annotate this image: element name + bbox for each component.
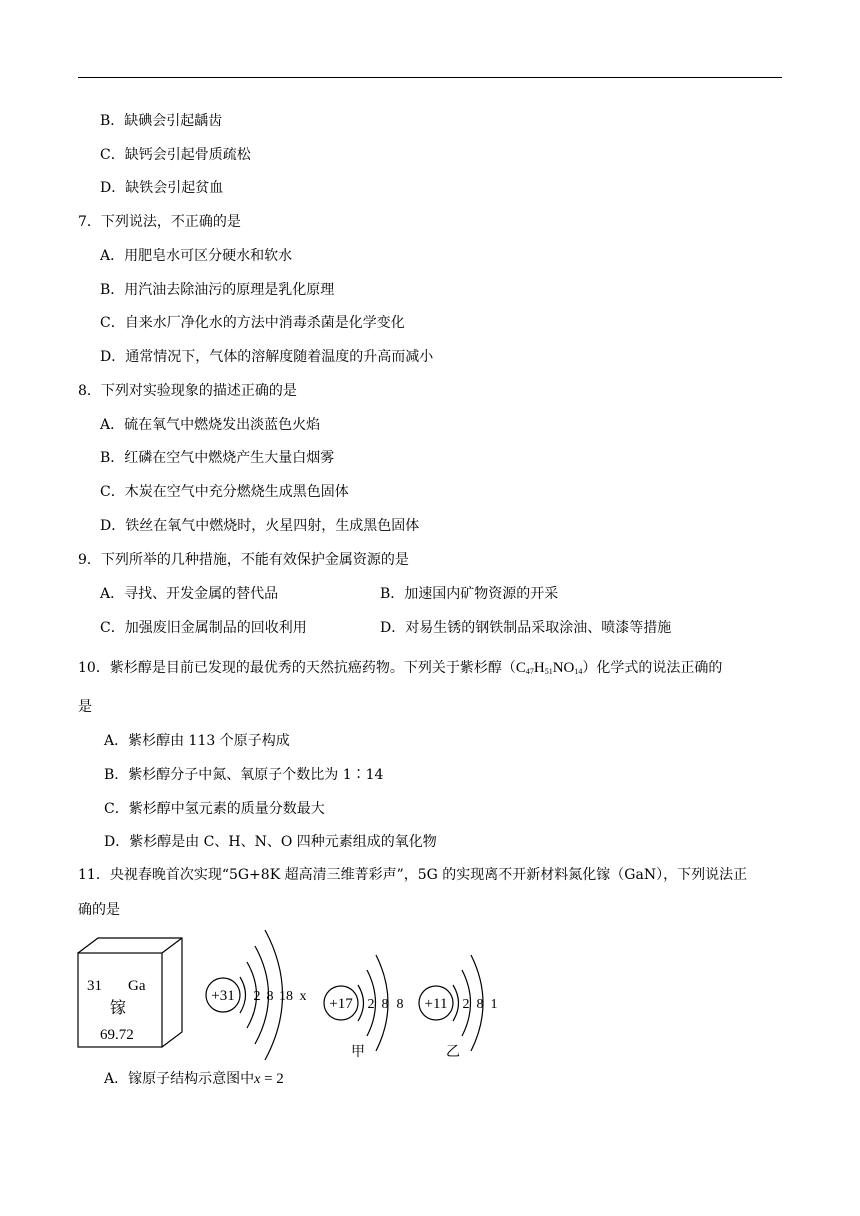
q7-option-b[interactable]: B．用汽油去除油污的原理是乳化原理 (100, 282, 335, 298)
atom-yi-diagram (419, 955, 498, 1051)
q9-option-b[interactable]: B．加速国内矿物资源的开采 (380, 586, 559, 602)
q7-option-a[interactable]: A．用肥皂水可区分硬水和软水 (100, 248, 293, 264)
q6-option-c[interactable]: C．缺钙会引起骨质疏松 (100, 147, 251, 163)
label-jia: 甲 (351, 1045, 365, 1060)
gallium-shell-3: 18 (279, 989, 293, 1004)
jia-shell-3: 8 (396, 997, 404, 1012)
atom-jia-diagram (324, 955, 404, 1051)
q9-option-d[interactable]: D．对易生锈的钢铁制品采取涂油、喷漆等措施 (380, 620, 672, 636)
yi-shell-2: 8 (476, 997, 484, 1012)
q8-option-a[interactable]: A．硫在氧气中燃烧发出淡蓝色火焰 (100, 417, 321, 433)
q10-option-c[interactable]: C．紫杉醇中氢元素的质量分数最大 (104, 801, 325, 817)
element-symbol: Ga (128, 978, 146, 994)
q8-option-b[interactable]: B．红磷在空气中燃烧产生大量白烟雾 (100, 450, 335, 466)
q9-option-a[interactable]: A．寻找、开发金属的替代品 (100, 586, 279, 602)
q10-stem-after: ）化学式的说法正确的 (582, 660, 723, 676)
gallium-nucleus: +31 (211, 988, 235, 1004)
gallium-shell-4: x (299, 989, 307, 1004)
q9-option-c[interactable]: C．加强废旧金属制品的回收利用 (100, 620, 307, 636)
yi-nucleus: +11 (424, 996, 448, 1012)
yi-shell-3: 1 (490, 997, 498, 1012)
q9-stem: 9．下列所举的几种措施，不能有效保护金属资源的是 (78, 552, 409, 568)
q10-option-a[interactable]: A．紫杉醇由 113 个原子构成 (104, 733, 290, 749)
q10-stem-line2: 是 (78, 699, 92, 715)
q8-option-d[interactable]: D．铁丝在氧气中燃烧时，火星四射，生成黑色固体 (100, 518, 420, 534)
label-yi: 乙 (446, 1045, 460, 1060)
q11-option-a[interactable]: A．镓原子结构示意图中x = 2 (104, 1071, 284, 1087)
atomic-mass: 69.72 (100, 1027, 134, 1043)
atom-structure-figure (70, 925, 510, 1065)
atomic-number: 31 (87, 978, 102, 994)
q10-option-b[interactable]: B．紫杉醇分子中氮、氧原子个数比为 1∶14 (104, 767, 384, 783)
jia-shell-1: 2 (367, 997, 375, 1012)
taxol-formula: $C_{47}H_{51}NO_{14}$ (515, 660, 583, 676)
gallium-shell-2: 8 (266, 989, 274, 1004)
jia-nucleus: +17 (329, 996, 353, 1012)
q6-option-d[interactable]: D．缺铁会引起贫血 (100, 180, 224, 196)
q8-option-c[interactable]: C．木炭在空气中充分燃烧生成黑色固体 (100, 484, 349, 500)
gallium-atom-diagram (206, 930, 307, 1060)
gallium-shell-1: 2 (253, 989, 261, 1004)
q10-stem (78, 659, 722, 677)
jia-shell-2: 8 (381, 997, 389, 1012)
q7-stem: 7．下列说法，不正确的是 (78, 214, 241, 230)
header-rule (78, 77, 782, 78)
q7-option-d[interactable]: D．通常情况下，气体的溶解度随着温度的升高而减小 (100, 349, 434, 365)
yi-shell-1: 2 (462, 997, 470, 1012)
element-name: 镓 (110, 1000, 127, 1017)
q7-option-c[interactable]: C．自来水厂净化水的方法中消毒杀菌是化学变化 (100, 315, 405, 331)
q11-stem-line1: 11．央视春晚首次实现“5G+8K 超高清三维菁彩声”，5G 的实现离不开新材料氮化镓（GaN），下列说法正 (78, 867, 748, 883)
q8-stem: 8．下列对实验现象的描述正确的是 (78, 383, 297, 399)
q11-stem-line2: 确的是 (78, 902, 120, 918)
q10-stem-before: 10．紫杉醇是目前已发现的最优秀的天然抗癌药物。下列关于紫杉醇（ (78, 660, 516, 676)
q10-option-d[interactable]: D．紫杉醇是由 C、H、N、O 四种元素组成的氧化物 (104, 834, 437, 850)
q6-option-b[interactable]: B．缺碘会引起龋齿 (100, 113, 223, 129)
